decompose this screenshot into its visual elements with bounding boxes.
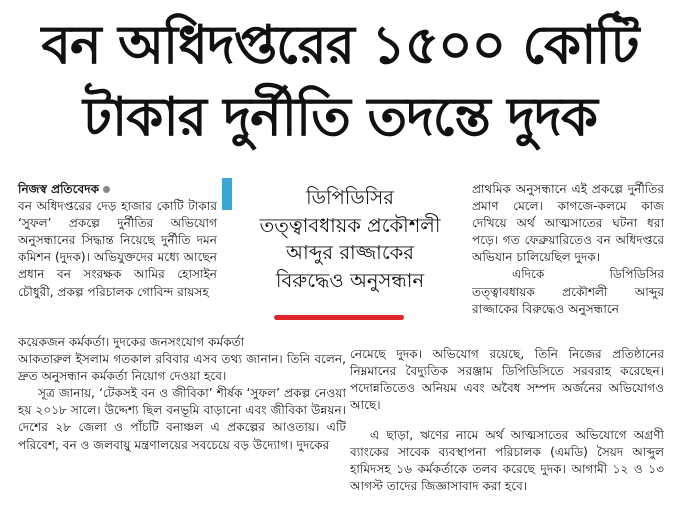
pull-quote [222,178,468,326]
headline-line-2: টাকার দুর্নীতি তদন্তে দুদক [83,87,597,148]
headline-line-1: বন অধিদপ্তরের ১৫০০ কোটি [41,15,639,76]
byline [18,181,217,198]
paragraph: নেমেছে দুদক। অভিযোগ রয়েছে, তিনি নিজের প্রতিষ্ঠানের নিম্নমানের বৈদ্যুতিক সরঞ্জাম ডিপিডিসিতে সরবরাহ করেছেন। পদোন্নতিতেও অনিয়ম এবং অবৈধ সম্পদ অর্জনের অভিযোগও আছে। [350,347,664,413]
paragraph: কয়েকজন কর্মকর্তা। দুদকের জনসংযোগ কর্মকর্তা [18,335,245,349]
paragraph: সূত্র জানায়, ‘টেকসই বন ও জীবিকা’ শীর্ষক ‘সুফল’ প্রকল্প নেওয়া হয় ২০১৮ সালে। উদ্দেশ্য ছিল বনভূমি বাড়ানো এবং জীবিকা উন্নয়ন। দেশের ২৮ জেলা ও পাঁচটি বনাঞ্চল এ প্রকল্পের আওতায়। এটি পরিবেশ, বন ও জলবায়ু মন্ত্রণালয়ের সবচেয়ে বড় উদ্যোগ। দুদকের [18,386,346,452]
pull-quote-text [232,184,468,294]
article-column-right [472,181,664,318]
pull-quote-underline [274,315,404,320]
paragraph: আকতারুল ইসলাম গতকাল রবিবার এসব তথ্য জানান। তিনি বলেন, দ্রুত অনুসন্ধান কর্মকর্তা নিয়োগ দেওয়া হবে। [18,352,346,384]
paragraph: প্রাথমিক অনুসন্ধানে এই প্রকল্পে দুর্নীতির প্রমাণ মেলে। কাগজে-কলমে কাজ দেখিয়ে অর্থ আত্মসাতের ঘটনা ধরা পড়ে। গত ফেব্রুয়ারিতেও বন অধিদপ্তরে অভিযান চালিয়েছিল দুদক। [472,182,664,265]
pull-quote-line: ডিপিডিসির [306,186,394,209]
pull-quote-line: তত্ত্বাবধায়ক প্রকৌশলী [259,213,441,237]
byline-dot-icon [103,186,110,193]
article-lower-left [18,334,346,454]
paragraph: বন অধিদপ্তরের দেড় হাজার কোটি টাকার ‘সুফল’ প্রকল্পে দুর্নীতির অভিযোগ অনুসন্ধানের সিদ্ধান্ত নিয়েছে দুর্নীতি দমন কমিশন (দুদক)। অভিযুক্তদের মধ্যে আছেন প্রধান বন সংরক্ষক আমির হোসাইন চৌধুরী, প্রকল্প পরিচালক গোবিন্দ রায়সহ [18,199,217,299]
pull-quote-line: বিরুদ্ধেও অনুসন্ধান [275,268,425,292]
byline-text: নিজস্ব প্রতিবেদক [18,182,100,196]
article-lower-right [350,334,664,507]
pull-quote-accent-bar [222,178,232,210]
article-column-left [18,181,217,301]
paragraph: এ ছাড়া, ঋণের নামে অর্থ আত্মসাতের অভিযোগে অগ্রণী ব্যাংকের সাবেক ব্যবস্থাপনা পরিচালক (এমডি) সৈয়দ আব্দুল হামিদসহ ১৬ কর্মকর্তাকে তলব করেছে দুদক। আগামী ১২ ও ১৩ আগস্ট তাদের জিজ্ঞাসাবাদ করা হবে। [350,427,664,493]
paragraph: এদিকে ডিপিডিসির তত্ত্বাবধায়ক প্রকৌশলী আব্দুর রাজ্জাকের বিরুদ্ধেও অনুসন্ধানে [472,267,664,316]
pull-quote-line: আব্দুর রাজ্জাকের [285,241,415,264]
